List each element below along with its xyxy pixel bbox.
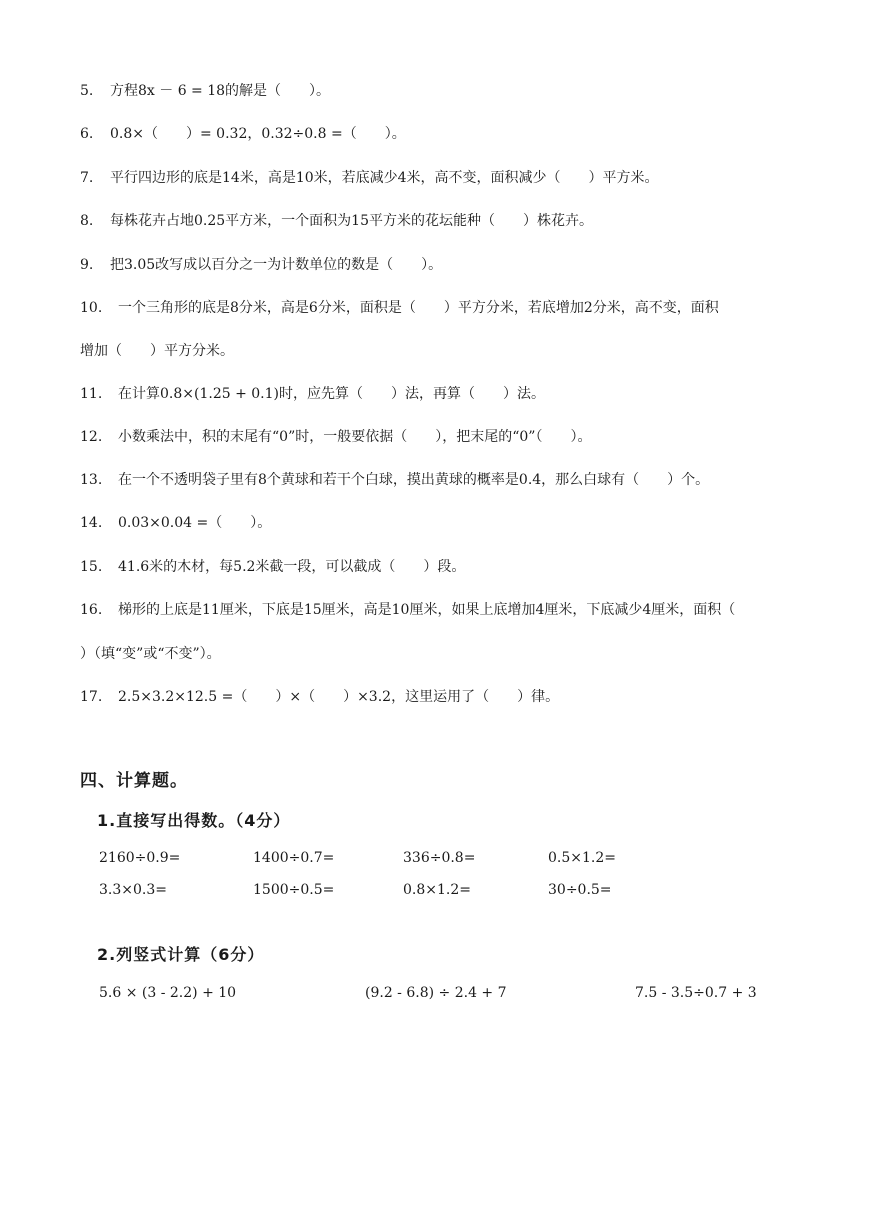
question-number: 6. [80,126,94,142]
question-text: 方程8x － 6 = 18的解是（ ）。 [110,83,331,99]
question-6 [80,124,406,144]
question-8 [80,211,593,231]
question-text: 在一个不透明袋子里有8个黄球和若干个白球，摸出黄球的概率是0.4，那么白球有（ ）个。 [118,472,710,488]
question-number: 8. [80,213,94,229]
question-10-continuation: 增加（ ）平方分米。 [80,343,234,359]
question-5 [80,81,330,101]
question-number: 15. [80,559,103,575]
question-text: 小数乘法中，积的末尾有“0”时，一般要依据（ ），把末尾的“0”（ ）。 [118,429,592,445]
vertical-calc-item: 5.6 × (3 - 2.2) + 10 [99,985,237,1001]
calc-item: 0.8×1.2= [403,882,471,898]
question-text: 41.6米的木材，每5.2米截一段，可以截成（ ）段。 [118,559,466,575]
vertical-calc-item: 7.5 - 3.5÷0.7 + 3 [635,985,757,1001]
calc-item: 30÷0.5= [548,882,612,898]
question-11 [80,384,545,404]
question-text: 每株花卉占地0.25平方米，一个面积为15平方米的花坛能种（ ）株花卉。 [110,213,593,229]
question-text: 在计算0.8×(1.25 + 0.1)时，应先算（ ）法，再算（ ）法。 [118,386,545,402]
question-number: 11. [80,386,103,402]
question-number: 5. [80,83,94,99]
question-15 [80,557,465,577]
calc-item: 1400÷0.7= [253,850,335,866]
question-12 [80,427,591,447]
question-13 [80,470,709,490]
question-number: 13. [80,472,103,488]
question-9 [80,255,442,275]
calc-item: 1500÷0.5= [253,882,335,898]
question-number: 16. [80,602,103,618]
question-17 [80,687,559,707]
question-text: 一个三角形的底是8分米，高是6分米，面积是（ ）平方分米，若底增加2分米，高不变，面积 [118,300,719,316]
calc-item: 2160÷0.9= [99,850,181,866]
calc-item: 0.5×1.2= [548,850,616,866]
section-title: 四、计算题。 [80,771,188,791]
question-number: 7. [80,170,94,186]
question-number: 10. [80,300,103,316]
question-number: 9. [80,257,94,273]
question-text: 0.03×0.04 =（ ）。 [118,515,272,531]
question-text: 把3.05改写成以百分之一为计数单位的数是（ ）。 [110,257,443,273]
vertical-calc-item: (9.2 - 6.8) ÷ 2.4 + 7 [365,985,507,1001]
question-16-continuation: ）（填“变”或“不变”）。 [80,646,221,662]
question-10 [80,298,719,318]
question-16 [80,600,735,620]
question-7 [80,168,659,188]
question-14 [80,513,271,533]
question-number: 17. [80,689,103,705]
calc-item: 3.3×0.3= [99,882,167,898]
part1-title: 1.直接写出得数。（4分） [97,811,291,830]
question-text: 0.8×（ ）= 0.32，0.32÷0.8 =（ ）。 [110,126,406,142]
calc-item: 336÷0.8= [403,850,476,866]
question-number: 14. [80,515,103,531]
part2-title: 2.列竖式计算（6分） [97,945,265,964]
question-text: 2.5×3.2×12.5 =（ ）×（ ）×3.2，这里运用了（ ）律。 [118,689,560,705]
question-text: 平行四边形的底是14米，高是10米，若底减少4米，高不变，面积减少（ ）平方米。 [110,170,659,186]
question-text: 梯形的上底是11厘米，下底是15厘米，高是10厘米，如果上底增加4厘米，下底减少4厘米，面积（ [118,602,736,618]
question-number: 12. [80,429,103,445]
